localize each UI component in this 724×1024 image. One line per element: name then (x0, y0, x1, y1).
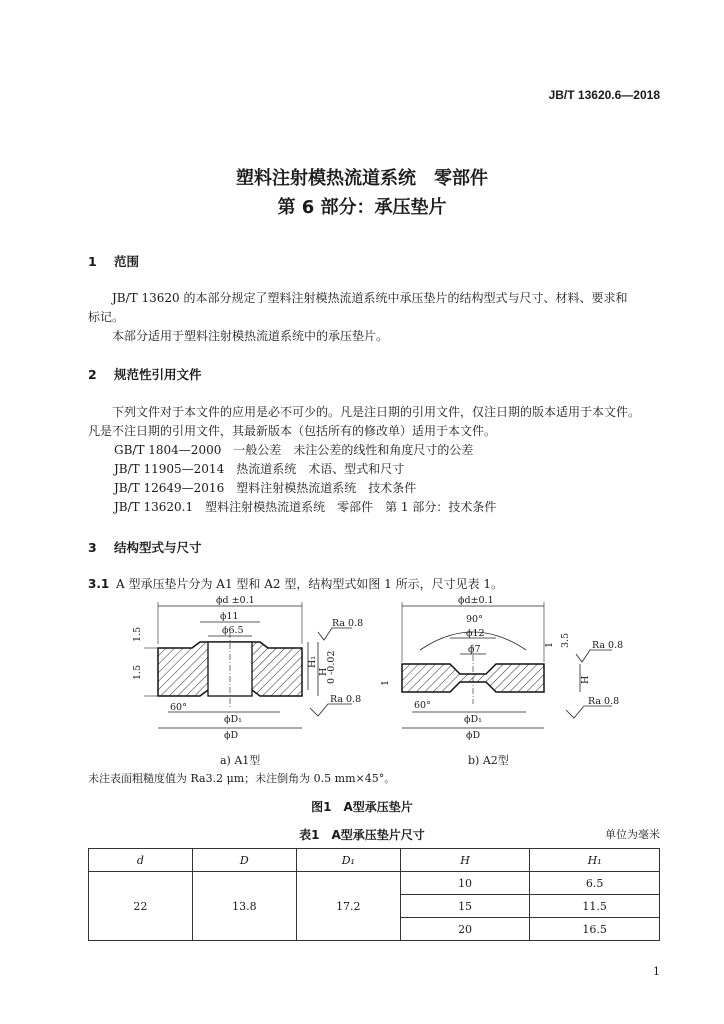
subsection-number: 3.1 (88, 577, 110, 591)
table-cell-H1: 16.5 (530, 918, 660, 941)
reference-item: GB/T 1804—2000 一般公差 未注公差的线性和角度尺寸的公差 (114, 443, 474, 457)
roughness-label: Ra 0.8 (332, 618, 364, 629)
table-caption: 表1 A型承压垫片尺寸 (299, 828, 425, 842)
figure-note: 未注表面粗糙度值为 Ra3.2 μm；未注倒角为 0.5 mm×45°。 (88, 772, 396, 785)
subsection-3-1 (88, 574, 503, 594)
dim-d: ϕd±0.1 (458, 595, 494, 606)
table-header-cell: H (400, 849, 530, 872)
section-title: 规范性引用文件 (114, 367, 202, 382)
reference-item: JB/T 12649—2016 塑料注射模热流道系统 技术条件 (114, 481, 417, 495)
dim-h: H (580, 675, 591, 684)
table-header-cell: d (89, 849, 193, 872)
dim-h1: H₁ (307, 655, 318, 668)
paragraph: 标记。 (88, 310, 125, 324)
table-row (89, 872, 660, 895)
roughness-label: Ra 0.8 (592, 640, 624, 651)
reference-item: JB/T 11905—2014 热流道系统 术语、型式和尺寸 (114, 462, 405, 476)
dim-d7: ϕ7 (468, 644, 481, 655)
section-number: 3 (88, 540, 97, 555)
dim-d11: ϕ11 (220, 611, 239, 622)
dim-D1: ϕD₁ (224, 714, 242, 725)
table-header-row (89, 849, 660, 872)
paragraph: 下列文件对于本文件的应用是必不可少的。凡是注日期的引用文件，仅注日期的版本适用于本文件。 (112, 405, 641, 419)
dim-d12: ϕ12 (466, 628, 485, 639)
paragraph: 凡是不注日期的引用文件，其最新版本（包括所有的修改单）适用于本文件。 (88, 424, 497, 438)
table-unit: 单位为毫米 (605, 828, 660, 841)
reference-item: JB/T 13620.1 塑料注射模热流道系统 零部件 第 1 部分：技术条件 (114, 500, 497, 514)
dim-1: 1 (544, 641, 555, 648)
dimensions-table (88, 848, 660, 941)
table-header-cell: D (192, 849, 296, 872)
subsection-text: A 型承压垫片分为 A1 型和 A2 型，结构型式如图 1 所示，尺寸见表 1。 (116, 577, 504, 591)
table-cell-H: 15 (400, 895, 530, 918)
standard-number: JB/T 13620.6—2018 (548, 88, 660, 102)
dim-angle: 60° (170, 702, 187, 713)
paragraph: JB/T 13620 的本部分规定了塑料注射模热流道系统中承压垫片的结构型式与尺寸、材料、要求和 (112, 291, 628, 305)
title-line-1: 塑料注射模热流道系统 零部件 (236, 168, 488, 189)
table-cell-D1: 17.2 (296, 872, 400, 941)
dim-tolerance: 0 -0.02 (326, 650, 337, 684)
figure-a1-caption: a) A1型 (220, 754, 261, 767)
dim-d: ϕd ±0.1 (216, 595, 255, 606)
roughness-label: Ra 0.8 (588, 696, 620, 707)
section-1-heading (88, 252, 139, 270)
dim-angle-90: 90° (466, 614, 483, 625)
section-title: 结构型式与尺寸 (114, 540, 202, 555)
figure-a2-caption: b) A2型 (468, 754, 509, 767)
table-cell-H1: 6.5 (530, 872, 660, 895)
figure-caption: 图1 A型承压垫片 (311, 800, 413, 814)
table-header-cell: H₁ (530, 849, 660, 872)
section-title: 范围 (114, 254, 140, 269)
dim-d65: ϕ6.5 (222, 625, 244, 636)
table-cell-d: 22 (89, 872, 193, 941)
title-line-2: 第 6 部分：承压垫片 (277, 197, 447, 218)
dim-1-5-top: 1.5 (132, 626, 143, 642)
figure-a1-drawing (120, 592, 370, 747)
section-number: 1 (88, 254, 97, 269)
dim-h: H (318, 667, 329, 676)
dim-angle: 60° (414, 700, 431, 711)
figure-a2-drawing (380, 592, 630, 747)
table-cell-H1: 11.5 (530, 895, 660, 918)
paragraph: 本部分适用于塑料注射模热流道系统中的承压垫片。 (112, 329, 389, 343)
section-3-heading (88, 538, 202, 556)
dim-D: ϕD (466, 730, 481, 741)
dim-3-5: 3.5 (560, 632, 571, 648)
table-cell-H: 20 (400, 918, 530, 941)
roughness-label: Ra 0.8 (330, 694, 362, 705)
table-cell-H: 10 (400, 872, 530, 895)
dim-1-left: 1 (380, 679, 391, 686)
section-number: 2 (88, 367, 97, 382)
dim-1-5-left: 1.5 (132, 664, 143, 680)
page-number: 1 (653, 965, 660, 978)
dim-D1: ϕD₁ (464, 714, 482, 725)
section-2-heading (88, 365, 202, 383)
table-header-cell: D₁ (296, 849, 400, 872)
dim-D: ϕD (224, 730, 239, 741)
table-cell-D: 13.8 (192, 872, 296, 941)
